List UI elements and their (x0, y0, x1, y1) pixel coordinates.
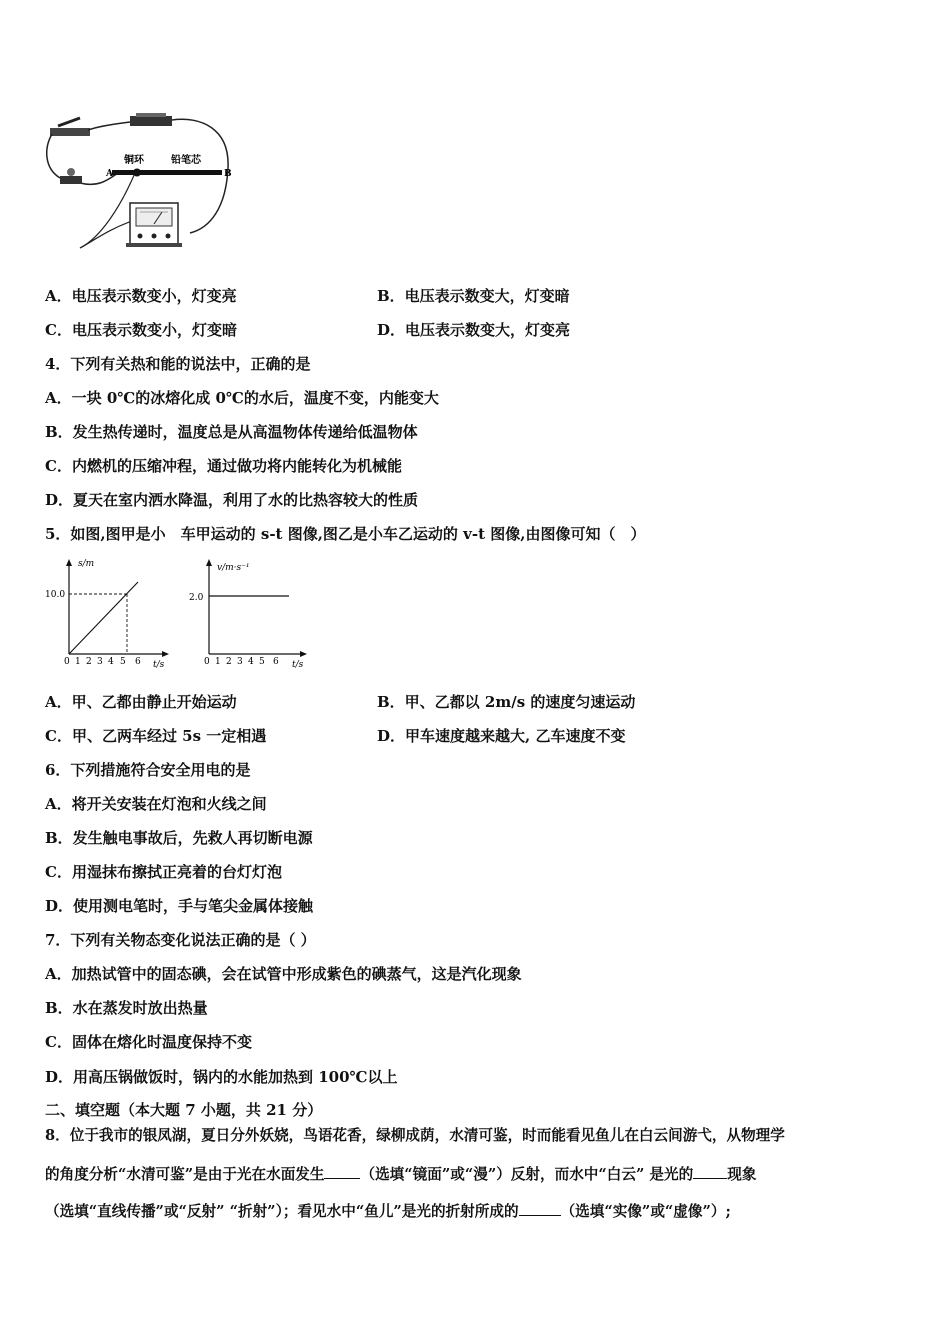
q3-option-c: C．电压表示数变小，灯变暗 (45, 321, 237, 339)
st-ylabel: s/m (78, 559, 95, 569)
section-heading: 二、填空题（本大题 7 小题，共 21 分） (45, 1101, 323, 1119)
wire (47, 134, 60, 178)
copper-ring-icon (133, 169, 141, 177)
st-ytick: 10.0 (45, 590, 66, 600)
q8-line-1: 8．位于我市的银凤湖，夏日分外妖娆，鸟语花香，绿柳成荫，水清可鉴，时而能看见鱼儿在白云间游弋，从物理学 (45, 1127, 785, 1144)
q4-option-c: C．内燃机的压缩冲程，通过做功将内能转化为机械能 (45, 457, 402, 475)
q5-option-b: B．甲、乙都以 2m/s 的速度匀速运动 (377, 693, 636, 711)
vt-xlabel: t/s (292, 660, 304, 668)
q7-option-d: D．用高压锅做饭时，锅内的水能加热到 100℃以上 (45, 1068, 398, 1086)
vt-xtick: 1 (215, 657, 221, 667)
q8-line-3 (45, 1201, 731, 1222)
q3-option-d: D．电压表示数变大，灯变亮 (377, 321, 571, 339)
q8-blank-3[interactable] (519, 1201, 561, 1216)
switch-lever (58, 118, 80, 126)
q8-line-2-part-b: （选填“镜面”或“漫”）反射，而水中“白云” 是光的 (360, 1166, 694, 1183)
pencil-lead-bar (112, 170, 222, 175)
q5-stem: 5．如图,图甲是小 车甲运动的 s-t 图像,图乙是小车乙运动的 v-t 图像,由图像可知（ ） (45, 525, 646, 543)
q8-line-3-part-a: （选填“直线传播”或“反射” “折射”）；看见水中“鱼儿”是光的折射所成的 (45, 1203, 519, 1220)
q4-option-b: B．发生热传递时，温度总是从高温物体传递给低温物体 (45, 423, 418, 441)
st-xtick: 6 (135, 657, 141, 667)
st-xtick: 2 (86, 657, 92, 667)
q8-line-2-part-c: 现象 (727, 1166, 757, 1183)
wire (172, 119, 228, 233)
q6-stem: 6．下列措施符合安全用电的是 (45, 761, 251, 779)
vt-ylabel: v/m·s⁻¹ (217, 563, 250, 573)
vt-graph (184, 556, 310, 668)
q5-option-c: C．甲、乙两车经过 5s 一定相遇 (45, 727, 267, 745)
vt-xtick: 3 (237, 657, 243, 667)
battery-box (130, 116, 172, 126)
vt-xtick: 2 (226, 657, 232, 667)
st-xtick: 4 (108, 657, 114, 667)
q4-option-d: D．夏天在室内洒水降温，利用了水的比热容较大的性质 (45, 491, 419, 509)
vt-xtick: 0 (204, 657, 210, 667)
label-a: A (106, 169, 113, 179)
q5-option-a: A．甲、乙都由静止开始运动 (45, 693, 237, 711)
q8-line-3-part-b: （选填“实像”或“虚像”）; (560, 1203, 731, 1220)
q8-blank-2[interactable] (693, 1164, 727, 1179)
st-xtick: 5 (120, 657, 126, 667)
q4-option-a: A．一块 0℃的冰熔化成 0℃的水后，温度不变，内能变大 (45, 389, 439, 407)
q6-option-b: B．发生触电事故后，先救人再切断电源 (45, 829, 313, 847)
q6-option-a: A．将开关安装在灯泡和火线之间 (45, 795, 267, 813)
st-xlabel: t/s (153, 660, 165, 668)
q6-option-d: D．使用测电笔时，手与笔尖金属体接触 (45, 897, 314, 915)
st-xtick: 3 (97, 657, 103, 667)
label-b: B (224, 169, 232, 179)
q7-option-c: C．固体在熔化时温度保持不变 (45, 1033, 252, 1051)
vt-xtick: 6 (273, 657, 279, 667)
q8-line-2-part-a: 的角度分析“水清可鉴”是由于光在水面发生 (45, 1166, 325, 1183)
q7-stem: 7．下列有关物态变化说法正确的是（ ） (45, 931, 316, 949)
vt-xtick: 4 (248, 657, 254, 667)
q8-blank-1[interactable] (324, 1164, 360, 1179)
vt-ytick: 2.0 (189, 593, 204, 603)
label-pencil-lead: 铅笔芯 (171, 155, 201, 166)
st-graph (42, 556, 172, 668)
q6-option-c: C．用湿抹布擦拭正亮着的台灯灯泡 (45, 863, 282, 881)
q3-option-a: A．电压表示数变小，灯变亮 (45, 287, 237, 305)
st-xtick: 0 (64, 657, 70, 667)
q7-option-b: B．水在蒸发时放出热量 (45, 999, 208, 1017)
q7-option-a: A．加热试管中的固态碘，会在试管中形成紫色的碘蒸气，这是汽化现象 (45, 965, 522, 983)
lamp-holder (60, 176, 82, 184)
q3-option-b: B．电压表示数变大，灯变暗 (377, 287, 570, 305)
label-copper-ring: 铜环 (124, 155, 144, 166)
vt-xtick: 5 (259, 657, 265, 667)
st-xtick: 1 (75, 657, 81, 667)
st-line (69, 582, 138, 654)
q4-stem: 4．下列有关热和能的说法中，正确的是 (45, 355, 311, 373)
lamp-icon (67, 168, 75, 176)
switch-base (50, 128, 90, 136)
q8-line-2 (45, 1164, 756, 1185)
wire (88, 122, 130, 130)
circuit-diagram (40, 108, 240, 253)
q5-option-d: D．甲车速度越来越大, 乙车速度不变 (377, 727, 626, 745)
